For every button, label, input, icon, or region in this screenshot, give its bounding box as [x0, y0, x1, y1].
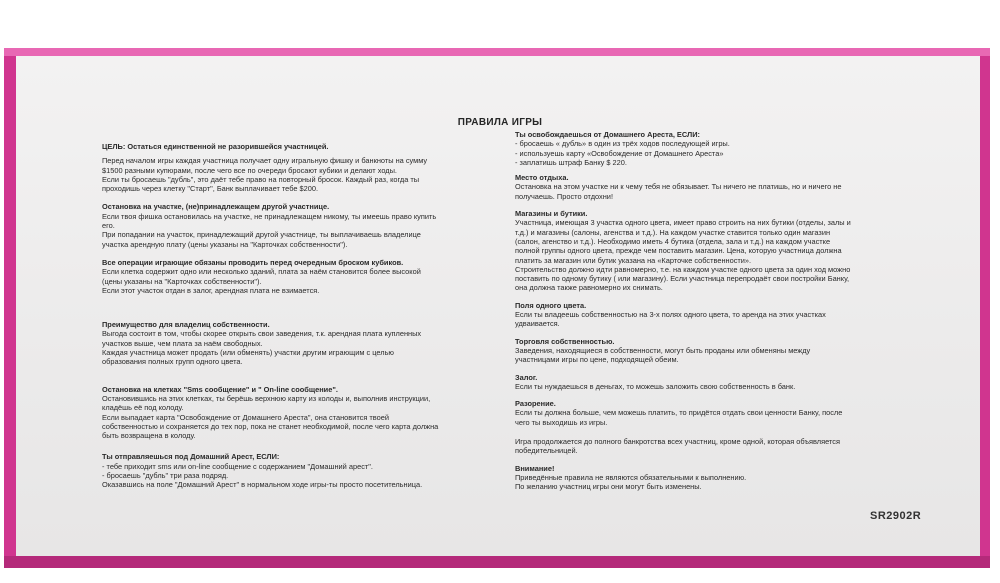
box-bottom-edge	[4, 556, 990, 568]
rule-section-bankruptcy	[515, 399, 905, 427]
rule-section-title: Магазины и бутики.	[515, 209, 588, 219]
rule-section-mortgage	[515, 373, 905, 392]
box-top-edge	[4, 48, 990, 56]
rule-section-body: - тебе приходит sms или on-line сообщение с содержанием "Домашний арест". - бросаешь "дубль" три раза подряд. Оказавшись на поле "Домашний Арест" в нормальном ходе игры-ты просто посетительница.	[102, 461, 423, 490]
rule-section-attention	[515, 464, 905, 492]
rule-section-title: Залог.	[515, 372, 538, 382]
product-code: SR2902R	[870, 510, 922, 522]
rule-section-body: Участница, имеющая 3 участка одного цвета, имеет право строить на них бутики (отделы, залы и т.д.) и магазины (салоны, агенства и т.д.). На каждом участке ставится только один магазин (салон, агенство и т.д.). Необходимо иметь 4 бутика (отдела, зала и т.д.) на каждом участке полной группы одного цвета, прежде чем поставить магазин. Цена, которую участница должна платить за магазин или бутик указана на «Карточке собственности». Строительство должно идти равномерно, т.е. на каждом участке одного цвета за один ход можно поставить по одному бутику ( или магазину). Если участница перепродаёт свои постройки Банку, она должна также равномерно их снимать.	[515, 218, 851, 293]
rule-section-release	[515, 130, 905, 167]
rule-section-body: - бросаешь « дубль» в один из трёх ходов последующей игры. - используешь карту «Освобождение от Домашнего Ареста» - заплатишь штраф Банку $ 220.	[515, 139, 730, 167]
rule-section-house-arrest	[102, 452, 487, 489]
right-rules-column	[515, 130, 905, 492]
rule-section-title: Разорение.	[515, 399, 556, 409]
rule-section-same-color	[515, 301, 905, 329]
rule-section-landing	[102, 202, 487, 248]
rule-section-body: Остановившись на этих клетках, ты берёшь верхнюю карту из колоды и, выполнив инструкции, кладёшь её под колоду. Если выпадает карта "Освобождение от Домашнего Ареста", она становится твоей собственностью и сохраняется до тех пор, пока не станет необходимой, после чего карта должна быть возвращена в колоду.	[102, 393, 439, 441]
rule-section-body: Если ты нуждаешься в деньгах, то можешь заложить свою собственность в банк.	[515, 381, 796, 391]
rule-section-title: Поля одного цвета.	[515, 300, 587, 310]
rule-section-title: Внимание!	[515, 463, 555, 473]
rule-section-body: Если ты владеешь собственностью на 3-х полях одного цвета, то аренда на этих участках удваивается.	[515, 310, 826, 329]
rule-section-title: Ты освобождаешься от Домашнего Ареста, ЕСЛИ:	[515, 130, 700, 139]
rule-section-trade	[515, 337, 905, 365]
rule-section-title: Ты отправляешься под Домашний Арест, ЕСЛИ:	[102, 452, 280, 462]
rule-section-goal	[102, 142, 487, 151]
rule-section-body: Перед началом игры каждая участница получает одну игральную фишку и банкноты на сумму $1500 разными купюрами, после чего все по очереди бросают кубики и делают ходы. Если ты бросаешь "дубль", это даёт тебе право на повторный бросок. Каждый раз, когда ты проходишь через клетку "Старт", Банк выплачивает тебе $200.	[102, 156, 428, 194]
rule-section-body: Выгода состоит в том, чтобы скорее открыть свои заведения, т.к. арендная плата купленных участков выше, чем плата за наём свободных. Каждая участница может продать (или обменять) участки другим играющим с целью образования полных групп одного цвета.	[102, 329, 422, 367]
rule-section-body: Если твоя фишка остановилась на участке, не принадлежащем никому, ты имеешь право купить его. При попадании на участок, принадлежащий другой участнице, ты выплачиваешь владелице участка арендную плату (цены указаны на "Карточках собственности").	[102, 211, 437, 249]
rule-section-title: Преимущество для владелиц собственности.	[102, 320, 270, 330]
rule-section-rest	[515, 173, 905, 201]
rule-section-body: Если клетка содержит одно или несколько зданий, плата за наём становится более высокой (цены указаны на "Карточках собственности"). Если этот участок отдан в залог, арендная плата не взимается.	[102, 267, 421, 295]
rule-section-title: ЦЕЛЬ: Остаться единственной не разорившейся участницей.	[102, 142, 329, 151]
rule-section-operations	[102, 258, 487, 295]
rule-section-message-cells	[102, 385, 487, 441]
rules-title: ПРАВИЛА ИГРЫ	[457, 117, 543, 128]
rule-section-title: Все операции играющие обязаны проводить перед очередным броском кубиков.	[102, 257, 404, 267]
rule-section-ownership	[102, 320, 487, 366]
rule-section-body: Остановка на этом участке ни к чему тебя не обязывает. Ты ничего не платишь, но и ничего не получаешь. Просто отдохни!	[515, 182, 842, 201]
rule-section-title: Место отдыха.	[515, 173, 569, 183]
rule-section-body: Игра продолжается до полного банкротства всех участниц, кроме одной, которая объявляется победительницей.	[515, 437, 840, 456]
left-rules-column	[102, 142, 487, 490]
rule-section-body: Заведения, находящиеся в собственности, могут быть проданы или обменяны между участницами игры по цене, подходящей обеим.	[515, 345, 811, 365]
rule-section-body: Если ты должна больше, чем можешь платить, то придётся отдать свои ценности Банку, после чего ты выходишь из игры.	[515, 408, 843, 427]
rule-section-shops	[515, 209, 905, 293]
rule-section-title: Остановка на участке, (не)принадлежащем другой участнице.	[102, 202, 330, 212]
rule-section-title: Торговля собственностью.	[515, 336, 615, 346]
rule-section-title: Остановка на клетках "Sms сообщение" и " On-line сообщение".	[102, 384, 338, 394]
rule-section-body: Приведённые правила не являются обязательными к выполнению. По желанию участниц игры они могут быть изменены.	[515, 472, 747, 492]
rule-section-game-end	[515, 437, 905, 456]
rule-section-intro	[102, 156, 487, 193]
